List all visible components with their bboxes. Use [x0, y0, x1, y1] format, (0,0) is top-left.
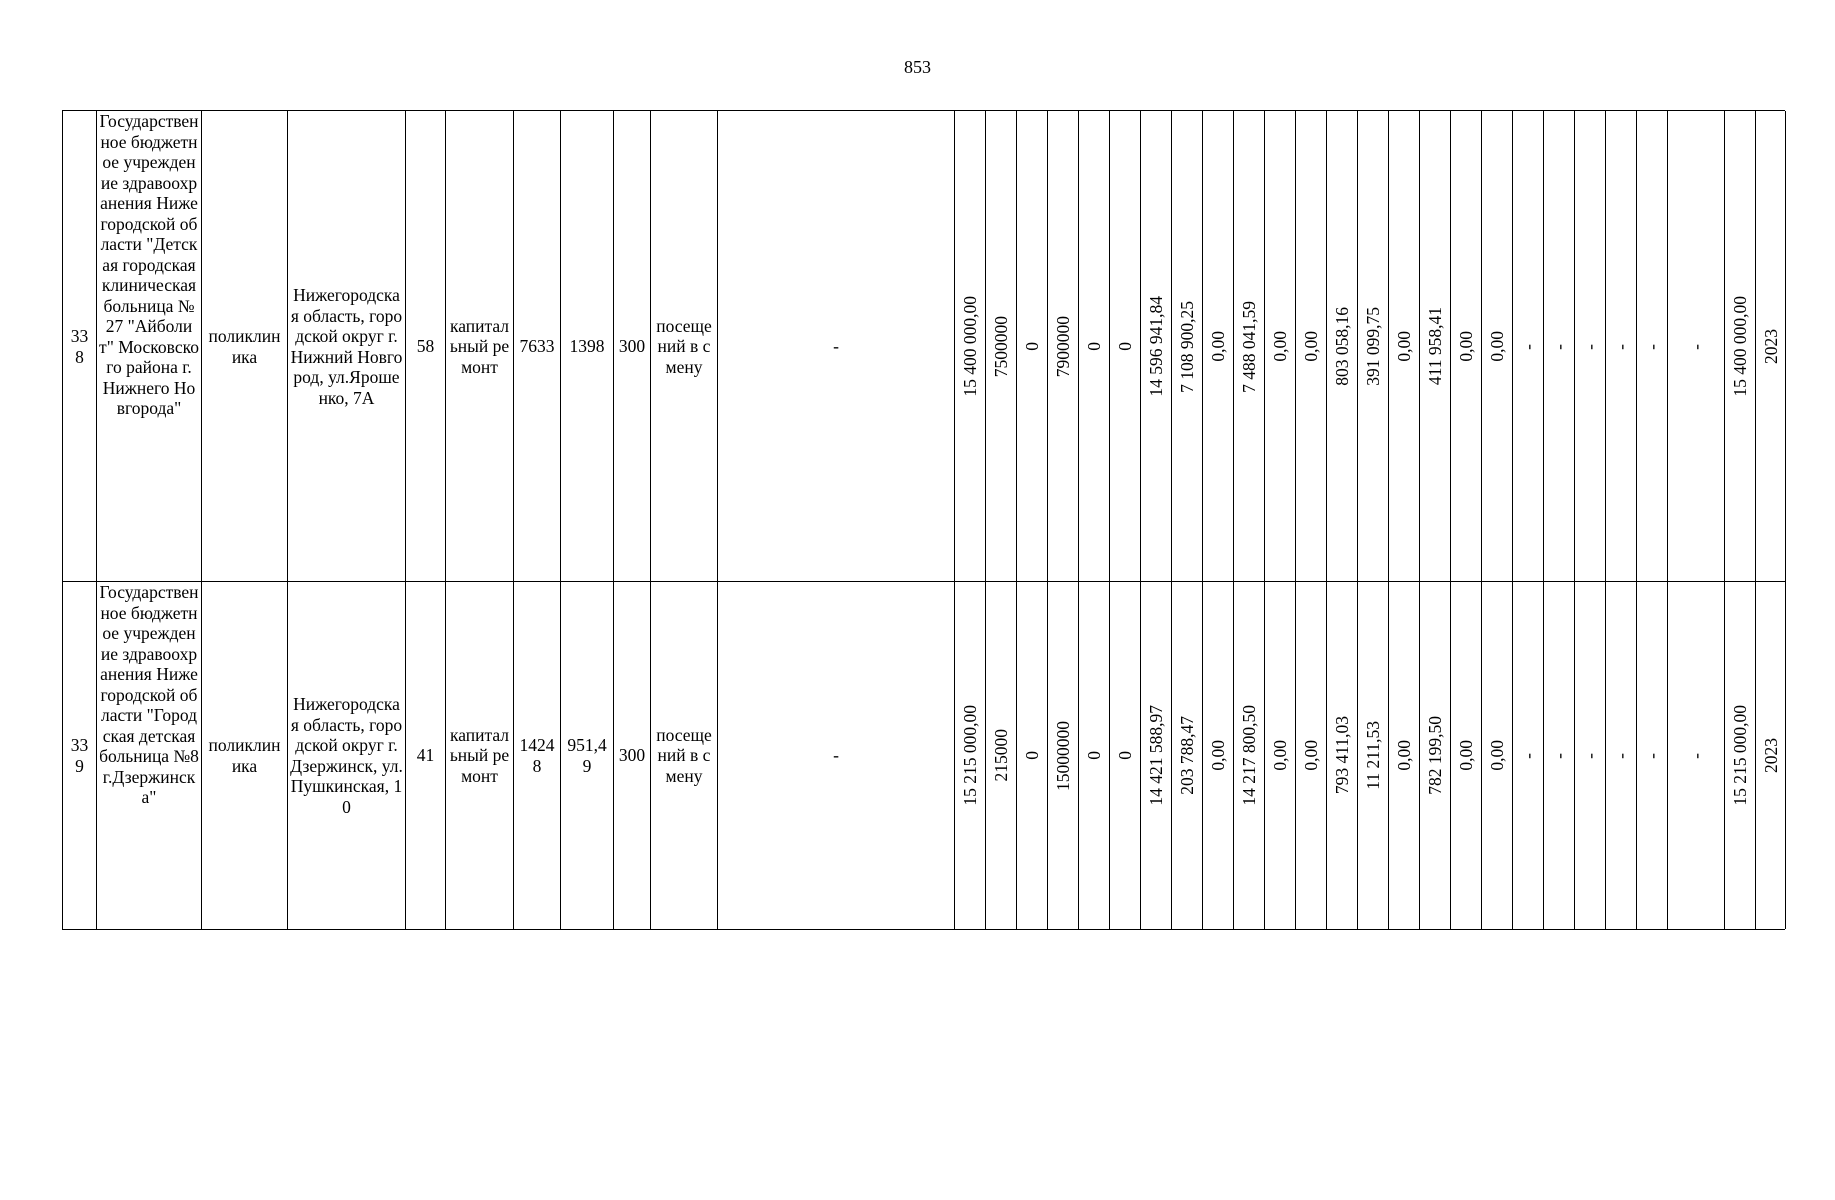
- funding-value: 203 788,47: [1177, 716, 1197, 795]
- funding-value-cell: [1513, 111, 1544, 582]
- count-cell-text: 41: [416, 745, 435, 766]
- funding-value-cell: [1420, 582, 1451, 929]
- volume-cell-text: 951,49: [567, 735, 607, 776]
- funding-value: 0,00: [1487, 331, 1507, 362]
- funding-value-cell: [1203, 111, 1234, 582]
- note-cell: [718, 111, 955, 582]
- capacity-cell-text: 300: [618, 336, 646, 357]
- row-number-cell-text: 338: [70, 326, 89, 367]
- funding-value: 793 411,03: [1332, 716, 1352, 795]
- row-number-cell: [63, 582, 97, 929]
- note-cell-text: -: [833, 745, 839, 766]
- funding-value-cell: [986, 582, 1017, 929]
- capacity-unit-cell-text: посещений в смену: [656, 724, 712, 786]
- funding-value-cell: [1606, 582, 1637, 929]
- funding-value-cell: [1327, 582, 1358, 929]
- funding-value-cell: [1265, 582, 1296, 929]
- funding-value: -: [1580, 752, 1600, 759]
- funding-value-cell: [1265, 111, 1296, 582]
- funding-value: -: [1549, 343, 1569, 350]
- count-cell: [406, 111, 446, 582]
- funding-value-cell: [1358, 111, 1389, 582]
- institution-cell-text: Государственное бюджетное учреждение здравоохранения Нижегородской области "Детская городская клиническая больница № 27 "Айболит" Московского района г. Нижнего Новгорода": [99, 111, 199, 418]
- funding-value: -: [1518, 343, 1538, 350]
- volume-cell-text: 1398: [569, 336, 605, 357]
- funding-value: -: [1642, 752, 1662, 759]
- funding-value: -: [1686, 752, 1706, 759]
- funding-value-cell: [1482, 582, 1513, 929]
- work-type-cell-text: капитальный ремонт: [449, 315, 510, 377]
- funding-value: 14 421 588,97: [1146, 705, 1166, 806]
- funding-value: 0: [1022, 342, 1042, 351]
- funding-value: -: [1642, 343, 1662, 350]
- page-number: 853: [904, 57, 931, 77]
- funding-value: 11 211,53: [1363, 721, 1383, 790]
- funding-value-cell: [1234, 582, 1265, 929]
- work-type-cell-text: капитальный ремонт: [449, 724, 510, 786]
- funding-value: 15 400 000,00: [960, 296, 980, 397]
- funding-value-cell: [1575, 582, 1606, 929]
- funding-value: 0,00: [1394, 740, 1414, 771]
- funding-value: 15 400 000,00: [1730, 296, 1750, 397]
- funding-value: -: [1611, 752, 1631, 759]
- funding-value: 7900000: [1053, 315, 1073, 378]
- funding-value-cell: [1756, 582, 1786, 929]
- row-number-cell: [63, 111, 97, 582]
- funding-value-cell: [1668, 111, 1725, 582]
- funding-value-cell: [1048, 582, 1079, 929]
- area-cell: [514, 582, 561, 929]
- institution-cell: [97, 111, 202, 582]
- capacity-unit-cell-text: посещений в смену: [656, 315, 712, 377]
- funding-value-cell: [955, 582, 986, 929]
- funding-value-cell: [1141, 582, 1172, 929]
- funding-value: 7 108 900,25: [1177, 300, 1197, 393]
- funding-value: -: [1580, 343, 1600, 350]
- funding-value-cell: [1637, 582, 1668, 929]
- capacity-cell: [614, 111, 651, 582]
- funding-value: 0: [1084, 342, 1104, 351]
- volume-cell: [561, 111, 614, 582]
- funding-value-cell: [1725, 111, 1756, 582]
- facility-type-cell: [202, 582, 288, 929]
- funding-value: -: [1611, 343, 1631, 350]
- funding-value: 0,00: [1456, 331, 1476, 362]
- volume-cell: [561, 582, 614, 929]
- funding-value: 0,00: [1208, 740, 1228, 771]
- funding-value-cell: [1017, 582, 1048, 929]
- funding-value: 14 217 800,50: [1239, 705, 1259, 806]
- funding-value-cell: [1017, 111, 1048, 582]
- funding-value-cell: [1048, 111, 1079, 582]
- table-row: [62, 581, 1785, 930]
- funding-value: 782 199,50: [1425, 716, 1445, 795]
- funding-value: -: [1686, 343, 1706, 350]
- address-cell: [288, 582, 406, 929]
- institution-cell-text: Государственное бюджетное учреждение здравоохранения Нижегородской области "Городская детская больница №8 г.Дзержинска": [99, 582, 199, 807]
- funding-value-cell: [1234, 111, 1265, 582]
- funding-value: -: [1518, 752, 1538, 759]
- work-type-cell: [446, 582, 514, 929]
- capacity-unit-cell: [651, 582, 718, 929]
- funding-value-cell: [1575, 111, 1606, 582]
- note-cell-text: -: [833, 336, 839, 357]
- funding-value-cell: [1389, 582, 1420, 929]
- funding-value-cell: [986, 111, 1017, 582]
- funding-value: 0: [1022, 751, 1042, 760]
- funding-value-cell: [1141, 111, 1172, 582]
- area-cell-text: 14248: [519, 735, 555, 776]
- funding-value-cell: [1451, 582, 1482, 929]
- funding-value-cell: [1420, 111, 1451, 582]
- funding-value: 0,00: [1270, 331, 1290, 362]
- work-type-cell: [446, 111, 514, 582]
- funding-value-cell: [1389, 111, 1420, 582]
- area-cell-text: 7633: [519, 336, 555, 357]
- capacity-cell-text: 300: [618, 745, 646, 766]
- funding-value-cell: [1513, 582, 1544, 929]
- funding-value: 0,00: [1301, 331, 1321, 362]
- funding-value-cell: [1606, 111, 1637, 582]
- funding-value: 0,00: [1301, 740, 1321, 771]
- funding-value-cell: [1451, 111, 1482, 582]
- funding-value: 15 215 000,00: [960, 705, 980, 806]
- address-cell-text: Нижегородская область, городской округ г. Дзержинск, ул.Пушкинская, 10: [290, 694, 403, 817]
- funding-value-cell: [1079, 582, 1110, 929]
- funding-value: -: [1549, 752, 1569, 759]
- funding-value: 0: [1115, 751, 1135, 760]
- funding-value-cell: [1079, 111, 1110, 582]
- funding-value-cell: [1203, 582, 1234, 929]
- funding-value-cell: [1756, 111, 1786, 582]
- funding-value-cell: [1482, 111, 1513, 582]
- facility-type-cell: [202, 111, 288, 582]
- funding-value: 7 488 041,59: [1239, 300, 1259, 393]
- funding-value: 411 958,41: [1425, 307, 1445, 386]
- funding-value-cell: [1296, 582, 1327, 929]
- funding-value-cell: [1172, 111, 1203, 582]
- funding-value-cell: [1544, 111, 1575, 582]
- area-cell: [514, 111, 561, 582]
- funding-value: 0,00: [1394, 331, 1414, 362]
- count-cell: [406, 582, 446, 929]
- funding-value: 0: [1084, 751, 1104, 760]
- address-cell-text: Нижегородская область, городской округ г. Нижний Новгород, ул.Ярошенко, 7А: [290, 285, 403, 408]
- funding-value-cell: [1110, 111, 1141, 582]
- funding-value: 14 596 941,84: [1146, 296, 1166, 397]
- funding-value: 391 099,75: [1363, 307, 1383, 386]
- funding-value: 803 058,16: [1332, 307, 1352, 386]
- funding-value-cell: [955, 111, 986, 582]
- funding-value: 15000000: [1053, 720, 1073, 791]
- funding-value-cell: [1668, 582, 1725, 929]
- note-cell: [718, 582, 955, 929]
- funding-value: 0: [1115, 342, 1135, 351]
- funding-value-cell: [1296, 111, 1327, 582]
- funding-value-cell: [1544, 582, 1575, 929]
- funding-value-cell: [1637, 111, 1668, 582]
- funding-value: 15 215 000,00: [1730, 705, 1750, 806]
- institution-cell: [97, 582, 202, 929]
- funding-value: 215000: [991, 729, 1011, 782]
- facility-type-cell-text: поликлиника: [208, 326, 281, 367]
- funding-value: 0,00: [1456, 740, 1476, 771]
- funding-value: 7500000: [991, 315, 1011, 378]
- funding-value: 0,00: [1487, 740, 1507, 771]
- table-row: [62, 110, 1785, 582]
- funding-value: 2023: [1760, 329, 1781, 364]
- funding-value: 0,00: [1208, 331, 1228, 362]
- row-number-cell-text: 339: [70, 735, 89, 776]
- funding-value-cell: [1725, 582, 1756, 929]
- funding-value: 0,00: [1270, 740, 1290, 771]
- funding-value-cell: [1358, 582, 1389, 929]
- capacity-unit-cell: [651, 111, 718, 582]
- capacity-cell: [614, 582, 651, 929]
- funding-value-cell: [1327, 111, 1358, 582]
- facility-type-cell-text: поликлиника: [208, 735, 281, 776]
- count-cell-text: 58: [416, 336, 435, 357]
- address-cell: [288, 111, 406, 582]
- funding-value-cell: [1110, 582, 1141, 929]
- funding-value: 2023: [1760, 738, 1781, 773]
- funding-value-cell: [1172, 582, 1203, 929]
